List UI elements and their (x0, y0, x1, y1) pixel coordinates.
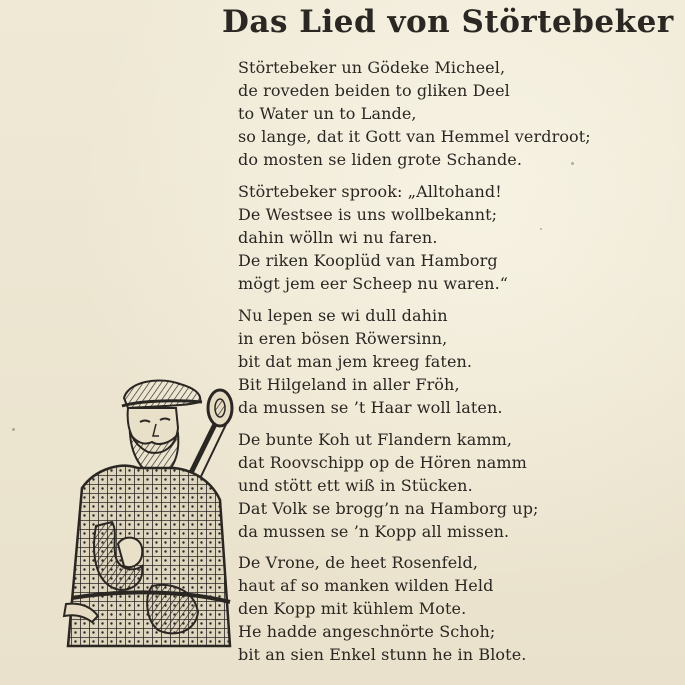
verse-line: Bit Hilgeland in aller Fröh, (238, 375, 460, 394)
verse-line: Dat Volk se brogg’n na Hamborg up; (238, 499, 539, 518)
verse-line: da mussen se ’n Kopp all missen. (238, 522, 510, 541)
verse-line: De Westsee is uns wollbekannt; (238, 205, 498, 224)
verse-line: so lange, dat it Gott van Hemmel verdroot; (238, 127, 591, 146)
stanza-3 (238, 304, 503, 419)
paper-speck (12, 428, 15, 431)
verse-line: Störtebeker un Gödeke Micheel, (238, 58, 506, 77)
verse-line: mögt jem eer Scheep nu waren.“ (238, 274, 509, 293)
verse-line: do mosten se liden grote Schande. (238, 150, 523, 169)
verse-line: dahin wölln wi nu faren. (238, 228, 438, 247)
verse-line: to Water un to Lande, (238, 104, 417, 123)
stanza-4 (238, 428, 539, 543)
verse-line: De riken Kooplüd van Hamborg (238, 251, 498, 270)
stanza-5 (238, 551, 526, 666)
verse-line: da mussen se ’t Haar woll laten. (238, 398, 503, 417)
paper-speck (540, 228, 542, 230)
pirate-woodcut-icon (62, 376, 237, 661)
verse-line: bit an sien Enkel stunn he in Blote. (238, 645, 527, 664)
verse-line: den Kopp mit kühlem Mote. (238, 599, 467, 618)
verse-line: in eren bösen Röwersinn, (238, 329, 448, 348)
verse-line: Nu lepen se wi dull dahin (238, 306, 448, 325)
verse-line: de roveden beiden to gliken Deel (238, 81, 510, 100)
stanza-1 (238, 56, 591, 171)
paper-speck (571, 162, 574, 165)
verse-line: haut af so manken wilden Held (238, 576, 494, 595)
verse-line: He hadde angeschnörte Schoh; (238, 622, 496, 641)
verse-line: und stött ett wiß in Stücken. (238, 476, 473, 495)
page-title: Das Lied von Störtebeker (222, 4, 674, 40)
verse-line: dat Roovschipp op de Hören namm (238, 453, 527, 472)
verse-line: bit dat man jem kreeg faten. (238, 352, 473, 371)
verse-line: Störtebeker sprook: „Alltohand! (238, 182, 502, 201)
verse-line: De Vrone, de heet Rosenfeld, (238, 553, 479, 572)
verse-line: De bunte Koh ut Flandern kamm, (238, 430, 513, 449)
stanza-2 (238, 180, 508, 295)
